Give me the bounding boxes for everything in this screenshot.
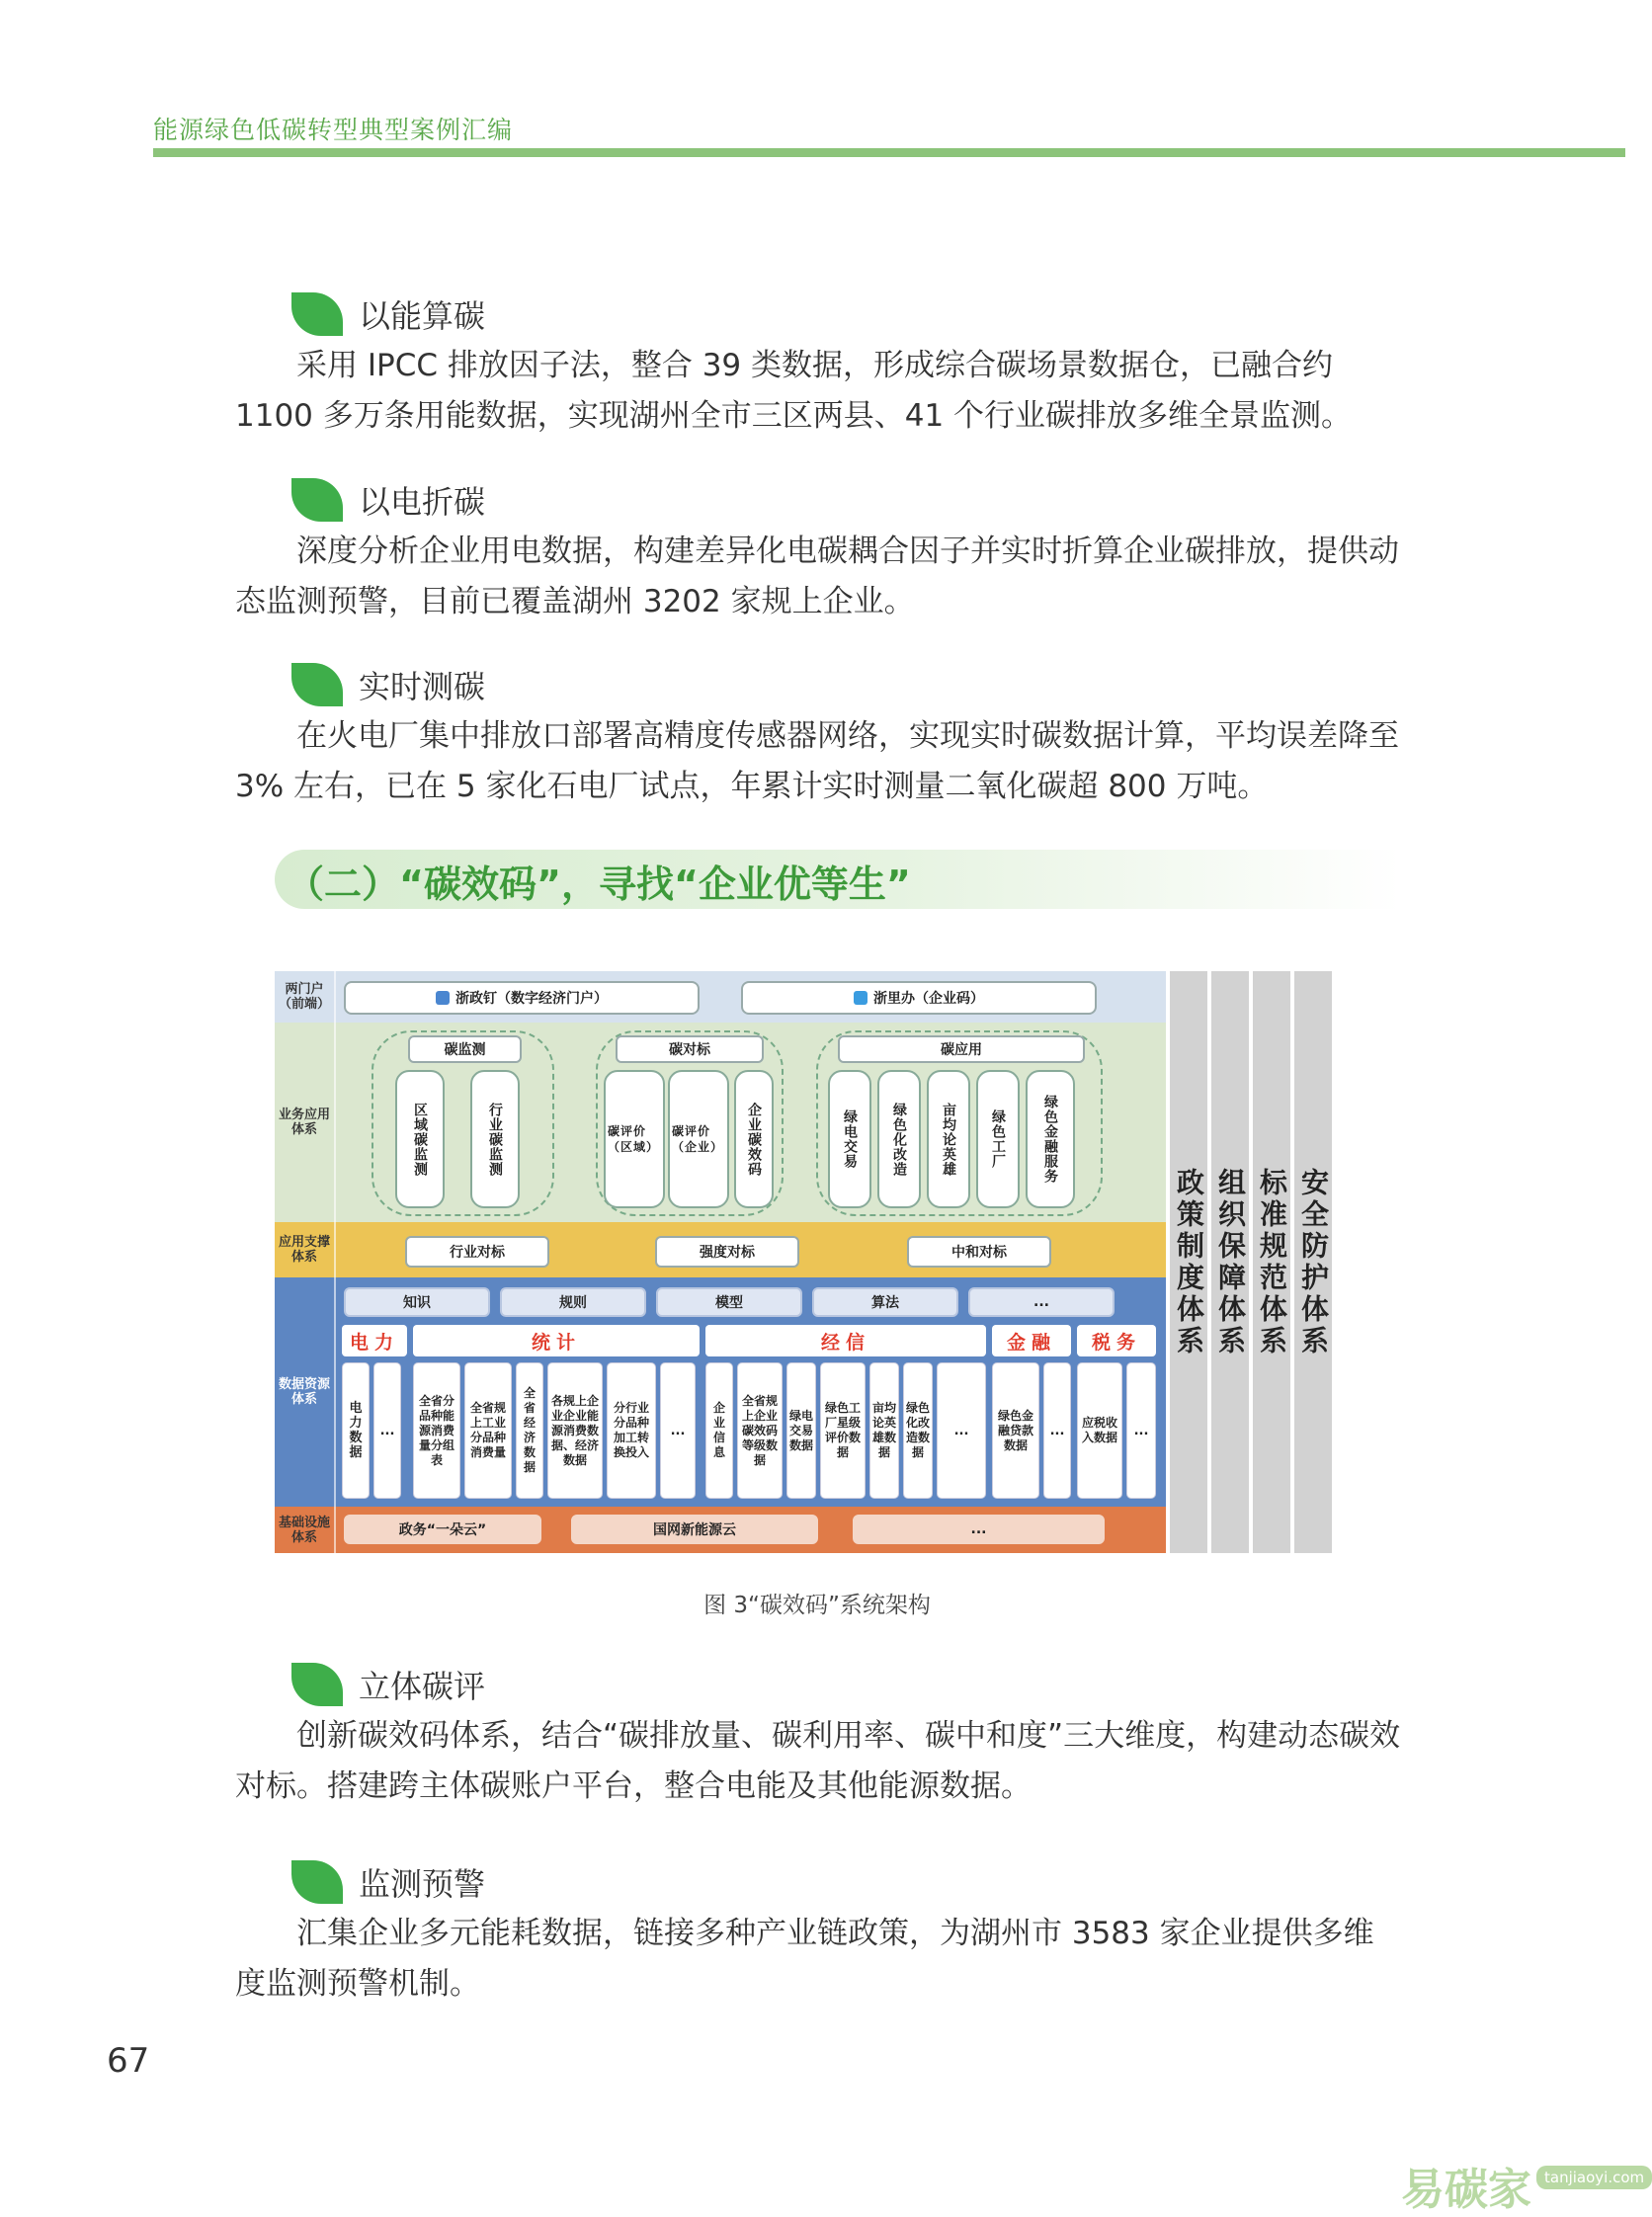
infra-item: 政务“一朵云” (344, 1515, 541, 1544)
row-label-business: 业务应用体系 (278, 1108, 330, 1137)
business-item: 绿电交易 (828, 1070, 871, 1208)
business-item: 行业碳监测 (470, 1070, 520, 1208)
side-column-organization (1211, 971, 1249, 1553)
leaf-icon (291, 478, 343, 522)
infra-item: 国网新能源云 (571, 1515, 818, 1544)
section-title: 监测预警 (359, 1865, 486, 1903)
support-item: 强度对标 (655, 1236, 799, 1268)
side-label: 标准规范体系 (1256, 1167, 1288, 1357)
category-statistics: 统计 (413, 1325, 700, 1356)
knowledge-item: ... (968, 1287, 1115, 1317)
paragraph (235, 341, 1401, 442)
portal-icon (854, 991, 867, 1005)
row-label-data: 数据资源体系 (278, 1377, 330, 1407)
section-heading (291, 1662, 485, 1707)
running-header: 能源绿色低碳转型典型案例汇编 (153, 116, 514, 144)
data-cell: 各规上企业企业能源消费数据、经济数据 (547, 1362, 603, 1499)
section-heading (291, 291, 485, 337)
category-power: 电力 (342, 1325, 407, 1356)
group-title: 碳对标 (616, 1035, 764, 1063)
support-item: 行业对标 (405, 1236, 549, 1268)
side-column-policy (1170, 971, 1207, 1553)
portal-zhengding (344, 981, 700, 1015)
leaf-icon (291, 1663, 343, 1706)
portal-label: 浙里办（企业码） (873, 991, 984, 1007)
section-heading (291, 662, 485, 707)
data-cell: 电力数据 (342, 1362, 370, 1499)
section-title: 以能算碳 (359, 297, 486, 335)
category-economy: 经信 (705, 1325, 986, 1356)
figure-caption: 图 3“碳效码”系统架构 (703, 1593, 931, 1618)
business-item: 亩均论英雄 (927, 1070, 970, 1208)
row-label-infra: 基础设施体系 (278, 1515, 330, 1545)
group-title: 碳应用 (838, 1035, 1085, 1063)
category-finance: 金融 (992, 1325, 1071, 1356)
header-rule (153, 148, 1625, 157)
row-label-support: 应用支撑体系 (278, 1235, 330, 1265)
data-cell: 亩均论英雄数据 (869, 1362, 899, 1499)
knowledge-item: 模型 (656, 1287, 802, 1317)
business-item: 绿色化改造 (877, 1070, 921, 1208)
paragraph (235, 1711, 1401, 1812)
business-item: 绿色工厂 (976, 1070, 1020, 1208)
data-cell: ... (1043, 1362, 1071, 1499)
paragraph (235, 1909, 1401, 2010)
knowledge-item: 知识 (344, 1287, 490, 1317)
portal-zheliban (741, 981, 1097, 1015)
label-divider (334, 971, 336, 1553)
business-item: 碳评价（企业） (668, 1070, 729, 1208)
data-cell: 分行业分品种加工转换投入 (607, 1362, 656, 1499)
section-title: 以电折碳 (359, 483, 486, 521)
group-title: 碳监测 (408, 1035, 522, 1063)
data-cell: 全省规上工业分品种消费量 (464, 1362, 512, 1499)
business-item: 绿色金融服务 (1026, 1070, 1075, 1208)
leaf-icon (291, 663, 343, 706)
section-heading (291, 1859, 485, 1905)
leaf-icon (291, 1860, 343, 1904)
architecture-diagram (275, 971, 1335, 1553)
paragraph-text: 深度分析企业用电数据，构建差异化电碳耦合因子并实时折算企业碳排放，提供动态监测预警，目前已覆盖湖州 3202 家规上企业。 (235, 534, 1399, 619)
data-cell: 绿色工厂星级评价数据 (820, 1362, 866, 1499)
section-title: 立体碳评 (359, 1668, 486, 1705)
section-title: 实时测碳 (359, 668, 486, 705)
data-cell: 绿电交易数据 (786, 1362, 816, 1499)
paragraph-text: 汇集企业多元能耗数据，链接多种产业链政策，为湖州市 3583 家企业提供多维度监测预警机制。 (235, 1916, 1374, 2002)
infra-item: ... (853, 1515, 1105, 1544)
paragraph-text: 采用 IPCC 排放因子法，整合 39 类数据，形成综合碳场景数据仓，已融合约 1100 多万条用能数据，实现湖州全市三区两县、41 个行业碳排放多维全景监测。 (235, 348, 1353, 434)
side-label: 安全防护体系 (1297, 1167, 1330, 1357)
data-cell: 企业信息 (705, 1362, 733, 1499)
page-number: 67 (107, 2041, 150, 2081)
business-item: 区域碳监测 (395, 1070, 445, 1208)
data-cell: ... (373, 1362, 401, 1499)
business-item: 碳评价（区域） (604, 1070, 665, 1208)
data-cell: ... (660, 1362, 696, 1499)
paragraph-text: 在火电厂集中排放口部署高精度传感器网络，实现实时碳数据计算，平均误差降至 3% 左右，已在 5 家化石电厂试点，年累计实时测量二氧化碳超 800 万吨。 (235, 718, 1399, 804)
paragraph (235, 527, 1401, 627)
side-label: 政策制度体系 (1173, 1167, 1205, 1357)
watermark-logo: 易碳家 (1401, 2165, 1531, 2215)
category-tax: 税务 (1077, 1325, 1156, 1356)
data-cell: 全省规上企业碳效码等级数据 (737, 1362, 783, 1499)
data-cell: 绿色化改造数据 (903, 1362, 933, 1499)
data-cell: 全省分品种能源消费量分组表 (413, 1362, 460, 1499)
side-column-security (1294, 971, 1332, 1553)
portal-icon (436, 991, 450, 1005)
watermark-url: tanjiaoyi.com (1536, 2166, 1652, 2189)
subsection-title: （二）“碳效码”，寻找“企业优等生” (287, 862, 911, 906)
side-label: 组织保障体系 (1214, 1167, 1247, 1357)
paragraph (235, 711, 1401, 812)
knowledge-item: 算法 (812, 1287, 958, 1317)
side-column-standards (1253, 971, 1290, 1553)
paragraph-text: 创新碳效码体系，结合“碳排放量、碳利用率、碳中和度”三大维度，构建动态碳效对标。搭建跨主体碳账户平台，整合电能及其他能源数据。 (235, 1718, 1401, 1804)
section-heading (291, 477, 485, 523)
row-label-portal: 两门户（前端） (278, 982, 330, 1012)
support-item: 中和对标 (907, 1236, 1051, 1268)
data-cell: ... (937, 1362, 986, 1499)
business-item: 企业碳效码 (734, 1070, 774, 1208)
data-cell: 全省经济数据 (516, 1362, 543, 1499)
data-cell: 应税收入数据 (1077, 1362, 1122, 1499)
knowledge-item: 规则 (500, 1287, 646, 1317)
data-cell: 绿色金融贷款数据 (992, 1362, 1039, 1499)
leaf-icon (291, 292, 343, 336)
portal-label: 浙政钉（数字经济门户） (455, 991, 608, 1007)
data-cell: ... (1126, 1362, 1156, 1499)
